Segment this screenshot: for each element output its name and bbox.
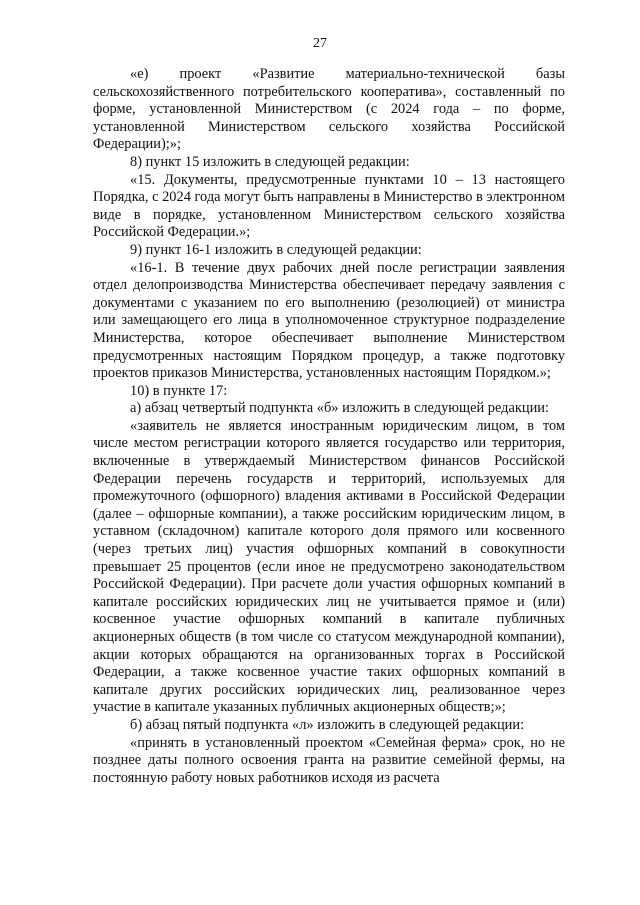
paragraph-10: «принять в установленный проектом «Семейная ферма» срок, но не позднее даты полного освоения гранта на развитие семейной фермы, на постоянную работу новых работников исходя из расчета [93,734,565,786]
paragraph-2: 8) пункт 15 изложить в следующей редакции: [130,153,410,170]
paragraph-6: 10) в пункте 17: [130,382,228,399]
paragraph-8: «заявитель не является иностранным юридическим лицом, в том числе местом регистрации которого является государство или территория, включенные в утверждаемый Министерством финансов Российской Федерации перечень государств и территорий, используемых для промежуточного (офшорного) владения активами в Российской Федерации (далее – офшорные компании), а также российским юридическим лицом, в уставном (складочном) капитале которого доля прямого или косвенного (через третьих лиц) участия офшорных компаний в совокупности превышает 25 процентов (если иное не предусмотрено законодательством Российской Федерации). При расчете доли участия офшорных компаний в капитале российских юридических лиц не учитывается прямое и (или) косвенное участие офшорных компаний в капитале публичных акционерных обществ (в том числе со статусом международной компании), акции которых обращаются на организованных торгах в Российской Федерации, а также косвенное участие таких офшорных компаний в капитале других российских юридических лиц, реализованное через участие в капитале указанных публичных акционерных обществ;»; [93,417,565,716]
page-number: 27 [313,36,327,51]
document-body [93,66,565,787]
paragraph-7: а) абзац четвертый подпункта «б» изложить в следующей редакции: [130,400,549,417]
paragraph-4: 9) пункт 16-1 изложить в следующей редакции: [130,241,422,258]
paragraph-1: «е) проект «Развитие материально-технической базы сельскохозяйственного потребительского кооператива», составленный по форме, установленной Министерством (с 2024 года – по форме, установленной Министерством сельского хозяйства Российской Федерации);»; [93,66,565,153]
paragraph-3: «15. Документы, предусмотренные пунктами 10 – 13 настоящего Порядка, с 2024 года могут быть направлены в Министерство в электронном виде в порядке, установленном Министерством сельского хозяйства Российской Федерации.»; [93,171,565,241]
paragraph-9: б) абзац пятый подпункта «л» изложить в следующей редакции: [130,716,525,733]
paragraph-5: «16-1. В течение двух рабочих дней после регистрации заявления отдел делопроизводства Министерства обеспечивает передачу заявления с документами с указанием по его выполнению (резолюцией) от министра или замещающего его лица в уполномоченное структурное подразделение Министерства, которое обеспечивает выполнение Министерством предусмотренных настоящим Порядком процедур, а также подготовку проектов приказов Министерства, установленных настоящим Порядком.»; [93,259,565,382]
